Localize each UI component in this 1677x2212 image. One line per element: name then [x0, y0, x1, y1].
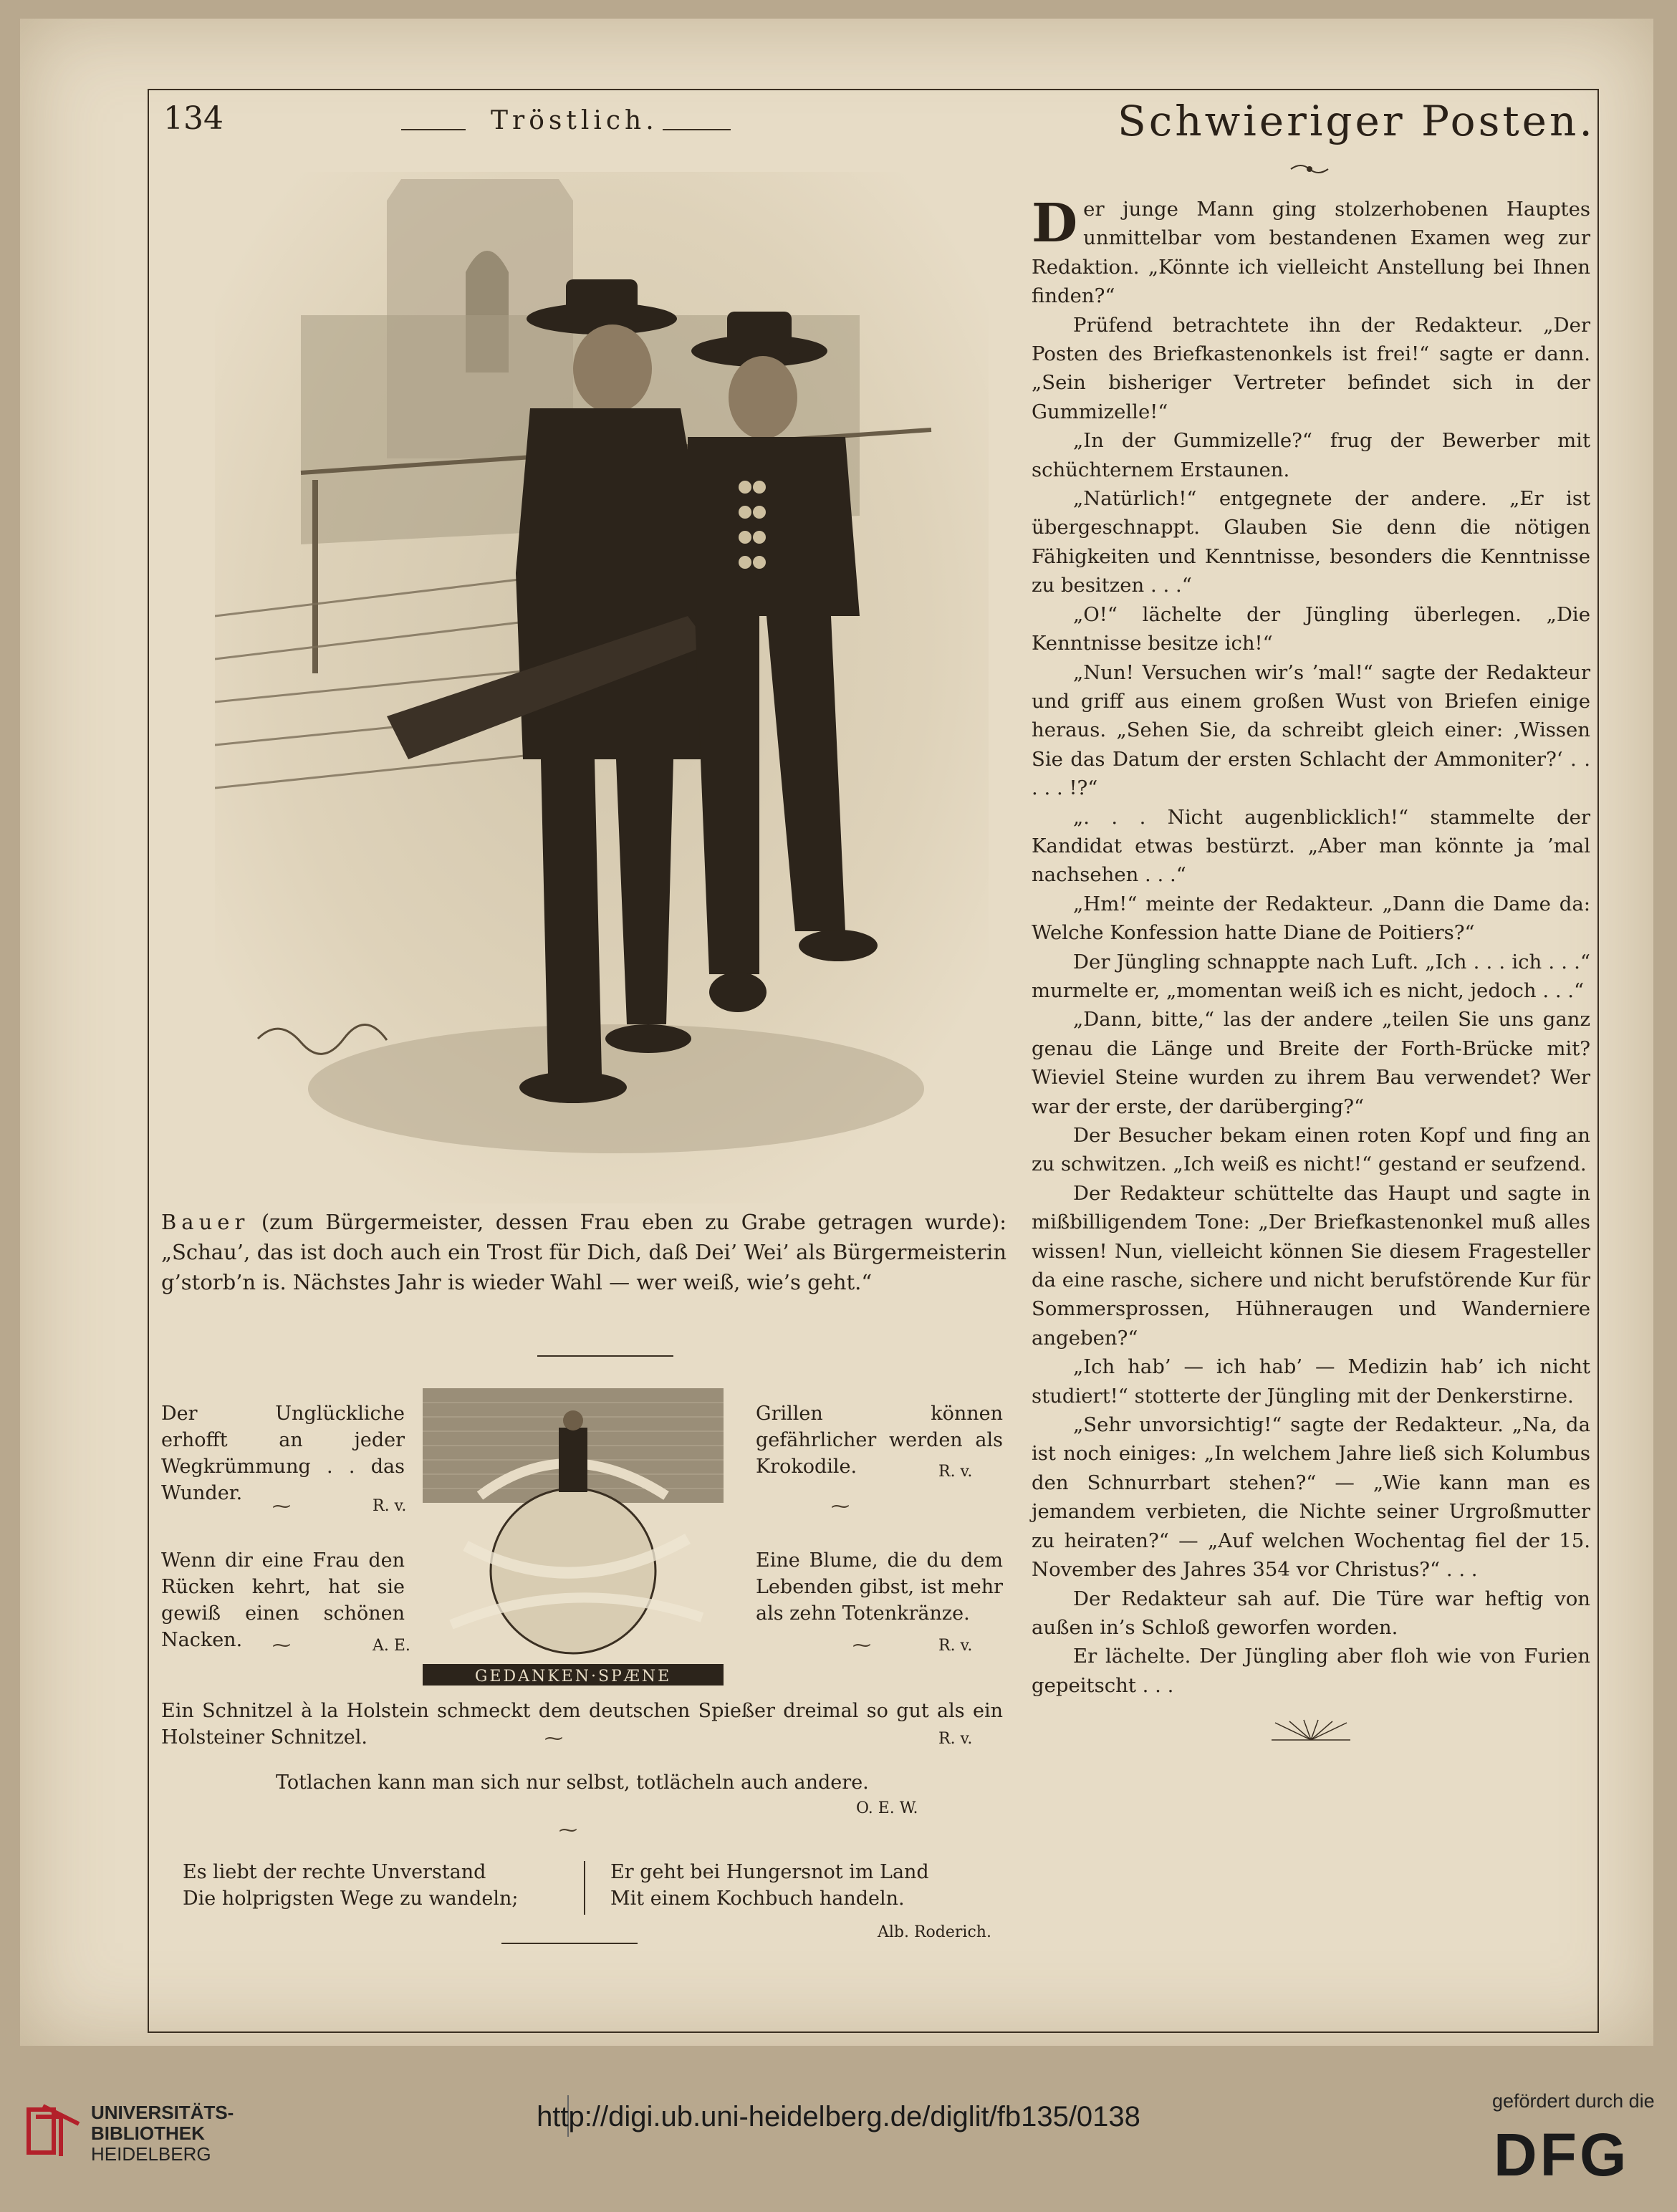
aphorism-2-signature: R. v.	[938, 1463, 973, 1481]
story-paragraph: Der Jüngling schnappte nach Luft. „Ich . . . ich . . .“ murmelte er, „momentan weiß ich es nicht, jedoch . . .“	[1032, 950, 1590, 1002]
aphorism-4: Eine Blume, die du dem Lebenden gibst, ist mehr als zehn Totenkränze.	[756, 1549, 1003, 1625]
ub-heidelberg-label: UNIVERSITÄTS- BIBLIOTHEK HEIDELBERG	[91, 2102, 234, 2165]
poem-right-line-2: Mit einem Kochbuch handeln.	[610, 1888, 905, 1910]
swung-dash-2: ⁓	[831, 1496, 850, 1517]
story-paragraph-1: Der junge Mann ging stolzerhobenen Hauptes unmittelbar vom bestandenen Examen weg zur Redaktion. „Könnte ich vielleicht Anstellung bei Ihnen finden?“	[1032, 193, 1590, 308]
swung-dash-5: ⁓	[544, 1728, 563, 1749]
story-paragraph: „Hm!“ meinte der Redakteur. „Dann die Dame da: Welche Konfession hatte Diane de Poitiers?“	[1032, 892, 1590, 945]
page-number: 134	[163, 100, 224, 137]
separator-rule	[537, 1355, 673, 1357]
title-ornament-icon	[1288, 160, 1331, 178]
poem-divider	[584, 1861, 585, 1915]
aphorism-1: Der Unglückliche erhofft an jeder Wegkrümmung . . das Wunder.	[161, 1403, 405, 1504]
gedankenspaene-vignette	[423, 1388, 724, 1686]
right-title: Schwieriger Posten.	[1118, 97, 1595, 145]
story-paragraph: „Dann, bitte,“ las der andere „teilen Sie uns ganz genau die Länge und Breite der Forth-Brücke mit? Wieviel Steine wurden zu ihrem Bau verwendet? Wer war der erste, der darüberging?“	[1032, 1008, 1590, 1118]
aphorism-1-signature: R. v.	[373, 1497, 407, 1515]
left-title: Tröstlich.	[491, 106, 658, 135]
swung-dash-1: ⁓	[272, 1496, 291, 1517]
aphorism-6-signature: O. E. W.	[856, 1799, 918, 1817]
story-paragraph: Er lächelte. Der Jüngling aber floh wie von Furien gepeitscht . . .	[1032, 1645, 1590, 1697]
aphorism-5: Ein Schnitzel à la Holstein schmeckt dem deutschen Spießer dreimal so gut als ein Holsteiner Schnitzel.	[161, 1700, 1003, 1749]
story-paragraph: „. . . Nicht augenblicklich!“ stammelte der Kandidat etwas bestürzt. „Aber man könnte ja ’mal nachsehen . . .“	[1032, 805, 1590, 887]
funding-label: gefördert durch die	[1492, 2090, 1655, 2112]
aphorism-2: Grillen können gefährlicher werden als Krokodile.	[756, 1403, 1003, 1478]
story-column	[1032, 195, 1590, 1744]
poem-right-line-1: Er geht bei Hungersnot im Land	[610, 1861, 929, 1883]
aphorism-4-signature: R. v.	[938, 1637, 973, 1655]
story-paragraph: „Ich hab’ — ich hab’ — Medizin hab’ ich nicht studiert!“ stotterte der Jüngling mit der Denkerstirne.	[1032, 1355, 1590, 1408]
poem-left	[183, 1859, 570, 1912]
poem-left-line-1: Es liebt der rechte Unverstand	[183, 1861, 486, 1883]
story-paragraph: „Nun! Versuchen wir’s ’mal!“ sagte der Redakteur und griff aus einem großen Wust von Briefen einige heraus. „Sehen Sie, da schreibt gleich einer: ‚Wissen Sie das Datum der ersten Schlacht der Ammoniter?‘ . . . . . !?“	[1032, 660, 1590, 800]
aphorism-3: Wenn dir eine Frau den Rücken kehrt, hat sie gewiß einen schönen Nacken.	[161, 1549, 405, 1651]
title-rule-right	[663, 129, 731, 130]
story-paragraph: „Natürlich!“ entgegnete der andere. „Er ist übergeschnappt. Glauben Sie denn die nötigen Fähigkeiten und Kenntnisse, besonders die Kenntnisse zu besitzen . . .“	[1032, 487, 1590, 597]
aphorism-5-signature: R. v.	[938, 1730, 973, 1748]
caption-lead: Bauer	[161, 1210, 250, 1234]
story-paragraph: Der Redakteur sah auf. Die Türe war heftig von außen in’s Schloß geworfen worden.	[1032, 1587, 1590, 1639]
permalink-url[interactable]: http://digi.ub.uni-heidelberg.de/diglit/fb135/0138	[537, 2101, 1140, 2132]
poem-signature: Alb. Roderich.	[878, 1923, 991, 1941]
aphorism-3-signature: A. E.	[373, 1637, 410, 1655]
dropcap: D	[1032, 193, 1078, 254]
swung-dash-4: ⁓	[852, 1635, 871, 1656]
vignette-banner-text: GEDANKEN·SPÆNE	[474, 1668, 672, 1686]
swung-dash-6: ⁓	[559, 1819, 577, 1841]
illustration-caption	[161, 1207, 1006, 1297]
bottom-rule	[501, 1943, 638, 1944]
poem-left-line-2: Die holprigsten Wege zu wandeln;	[183, 1888, 519, 1910]
story-paragraph: „Sehr unvorsichtig!“ sagte der Redakteur. „Na, da ist noch einiges: „In welchem Jahre ließ sich Kolumbus den Schnurrbart stehen?“ — „Wie kann man es jemandem verbieten, die Nichte seiner Urgroßmutter zu heiraten?“ — „Auf welchen Wochentag fiel der 15. November des Jahres 354 vor Christus?“ . . .	[1032, 1413, 1590, 1582]
caption-text: (zum Bürgermeister, dessen Frau eben zu Grabe getragen wurde): „Schau’, das ist doch auch ein Trost für Dich, daß Dei’ Wei’ als Bürgermeisterin g’storb’n is. Nächstes Jahr is wieder Wahl — wer weiß, wie’s geht.“	[161, 1210, 1006, 1294]
title-rule-left	[401, 129, 466, 130]
aphorism-6: Totlachen kann man sich nur selbst, totlächeln auch andere.	[276, 1771, 869, 1794]
end-ornament-icon	[1268, 1718, 1354, 1744]
story-paragraph: Prüfend betrachtete ihn der Redakteur. „Der Posten des Briefkastenonkels ist frei!“ sagte er dann. „Sein bisheriger Vertreter befindet sich in der Gummizelle!“	[1032, 313, 1590, 423]
illustration-two-men	[215, 172, 989, 1203]
swung-dash-3: ⁓	[272, 1635, 291, 1656]
story-paragraph: Der Besucher bekam einen roten Kopf und fing an zu schwitzen. „Ich weiß es nicht!“ gestand er seufzend.	[1032, 1124, 1590, 1176]
dfg-logo: DFG	[1494, 2121, 1630, 2188]
poem-right	[610, 1859, 997, 1912]
story-paragraph: „O!“ lächelte der Jüngling überlegen. „Die Kenntnisse besitze ich!“	[1032, 602, 1590, 655]
story-paragraph: Der Redakteur schüttelte das Haupt und sagte in mißbilligendem Tone: „Der Briefkastenonkel muß alles wissen! Nun, vielleicht können Sie diesem Fragesteller da eine rasche, sichere und nicht berufstörende Kur für Sommersprossen, Hühneraugen und Wanderniere angeben?“	[1032, 1181, 1590, 1350]
story-paragraph: „In der Gummizelle?“ frug der Bewerber mit schüchternem Erstaunen.	[1032, 429, 1590, 481]
